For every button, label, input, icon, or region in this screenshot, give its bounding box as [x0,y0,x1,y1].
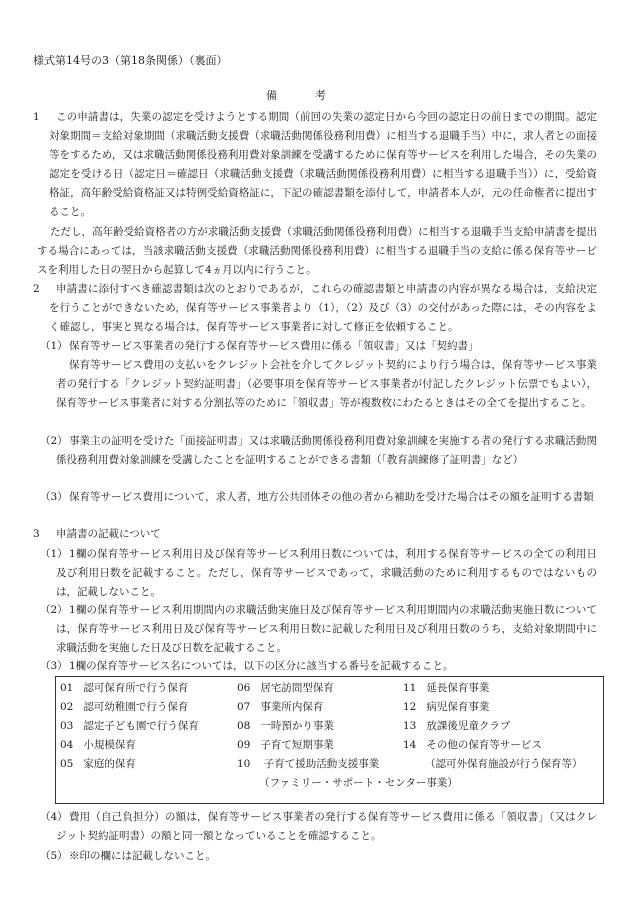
service-04: 04 小規模保育 [60,739,136,751]
section-1-paragraph-2: ただし，高年齢受給資格者の方が求職活動支援費（求職活動関係役務利用費）に相当する退職手当支給申請書を提出する場合にあっては，当該求職活動支援費（求職活動関係役務利用費）に相当する退職手当の支給に係る保育等サービスを利用した日の翌日から起算して4ヵ月以内に行うこと。 [37,226,597,276]
section-3-item-5-text: ※印の欄には記載しないこと。 [69,850,216,862]
section-3-item-5-number: （5） [40,850,68,862]
section-3-item-4-number: （4） [40,811,68,823]
service-11: 11 延長保育事業 [403,682,490,694]
service-03: 03 認定子ども園で行う保育 [60,720,199,732]
section-3-item-1-number: （1） [40,548,68,560]
section-1-number: 1 [33,111,40,123]
service-10: 10 子育て援助活動支援事業 [237,758,380,770]
service-13: 13 放課後児童クラブ [403,720,511,732]
section-3-item-3-number: （3） [40,660,68,672]
section-3-item-3-text: 1欄の保育等サービス名については，以下の区分に該当する番号を記載すること。 [69,660,454,672]
section-3-item-2-text: 1欄の保育等サービス利用期間内の求職活動実施日及び保育等サービス利用期間内の求職活動実施日数については，保育等サービス利用日及び保育等サービス利用日数に記載した利用日及び利用日数のうち，支給対象期間中に求職活動を実施した日及び日数を記載すること。 [56,604,597,654]
service-category-table [55,676,604,804]
service-14-note: （認可外保育施設が行う保育等） [425,758,583,770]
service-10-note: （ファミリー・サポート・センター事業） [259,777,458,789]
section-1-paragraph-1: この申請書は，失業の認定を受けようとする期間（前回の失業の認定日から今回の認定日の前日までの期間。認定対象期間＝支給対象期間（求職活動支援費（求職活動関係役務利用費）に相当する退職手当）中に，求人者との面接等をするため，又は求職活動関係役務利用費対象訓練を受講するために保育等サービスを利用した場合，その失業の認定を受ける日（認定日＝確認日（求職活動支援費（求職活動関係役務利用費）に相当する退職手当））に，受給資格証，高年齢受給資格証又は特例受給資格証に，下記の確認書類を添付して，申請者本人が，元の任命権者に提出すること。 [49,111,597,218]
section-2-item-2-number: （2） [40,435,68,447]
service-14: 14 その他の保育等サービス [403,739,542,751]
service-12: 12 病児保育事業 [403,701,490,713]
service-07: 07 事業所内保育 [237,701,324,713]
section-2-item-1-subtext: 保育等サービス費用の支払いをクレジット会社を介してクレジット契約により行う場合は，保育等サービス事業者の発行する「クレジット契約証明書」（必要事項を保育等サービス事業者が付記したクレジット伝票でもよい），保育等サービス事業者に対する分割払等のために「領収書」等が複数枚にわたるときはその全てを提出すること。 [56,359,597,409]
section-3-item-2-number: （2） [40,604,68,616]
service-01: 01 認可保育所で行う保育 [60,682,189,694]
section-2-item-3-text: 保育等サービス費用について，求人者，地方公共団体その他の者から補助を受けた場合はその額を証明する書類 [69,491,594,503]
section-3-item-4-text: 費用（自己負担分）の額は，保育等サービス事業者の発行する保育等サービス費用に係る「領収書」（又はクレジット契約証明書）の額と同一額となっていることを確認すること。 [56,811,597,842]
service-09: 09 子育て短期事業 [237,739,334,751]
section-3-title: 申請書の記載について [56,528,161,540]
section-2-item-1-number: （1） [40,340,68,352]
section-3-number: 3 [33,528,40,540]
section-2-item-1-text: 保育等サービス事業者の発行する保育等サービス費用に係る「領収書」又は「契約書」 [69,340,479,352]
section-2-number: 2 [33,283,40,295]
section-2-item-3-number: （3） [40,491,68,503]
section-2-intro: 申請書に添付すべき確認書類は次のとおりであるが，これらの確認書類と申請書の内容が異なる場合は，支給決定を行うことができないため，保育等サービス事業者より（1），（2）及び（3）の交付があった際には，その内容をよく確認し，事実と異なる場合は，保育等サービス事業者に対して修正を依頼すること。 [49,283,597,333]
service-05: 05 家庭的保育 [60,758,136,770]
section-title: 備考 [266,89,364,102]
section-2-item-2-text: 事業主の証明を受けた「面接証明書」又は求職活動関係役務利用費対象訓練を実施する者の発行する求職活動関係役務利用費対象訓練を受講したことを証明することができる書類（「教育訓練修了証明書」など） [56,435,597,466]
service-06: 06 居宅訪問型保育 [237,682,334,694]
section-3-item-1-text: 1欄の保育等サービス利用日及び保育等サービス利用日数については，利用する保育等サービスの全ての利用日及び利用日数を記載すること。ただし，保育等サービスであって，求職活動のために利用するものではないものは，記載しないこと。 [56,548,597,598]
service-08: 08 一時預かり事業 [237,720,334,732]
form-label: 様式第14号の3（第18条関係）（裏面） [33,54,228,67]
service-02: 02 認可幼稚園で行う保育 [60,701,189,713]
